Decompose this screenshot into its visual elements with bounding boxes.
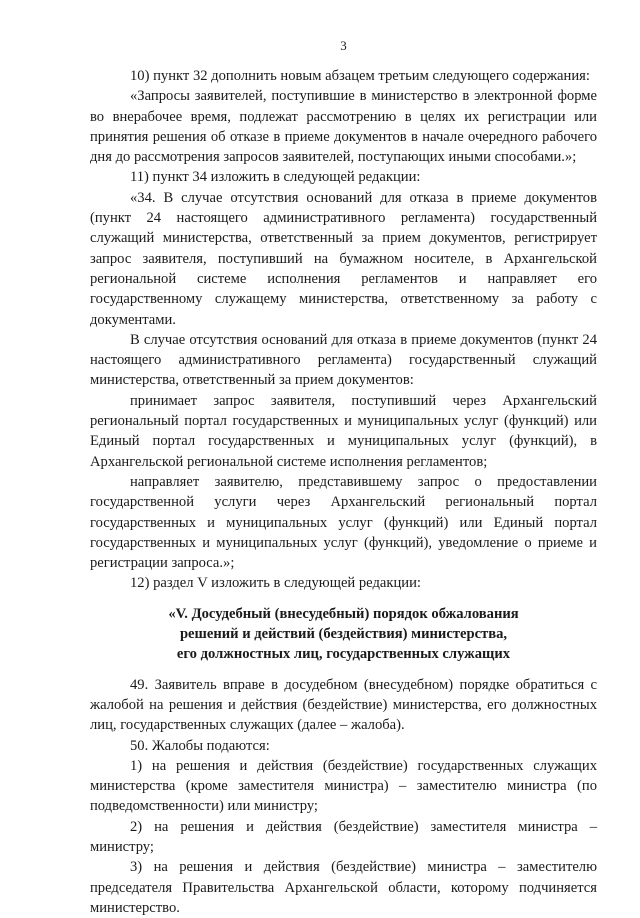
paragraph-subpoint-1: 1) на решения и действия (бездействие) государственных служащих министерства (кроме заместителя министра) – заместителю министра (по подведомственности) или министру; [90, 757, 597, 815]
paragraph-item-12: 12) раздел V изложить в следующей редакции: [130, 575, 421, 592]
document-body [90, 66, 597, 918]
section-heading [90, 604, 597, 665]
paragraph-sends-notice: направляет заявителю, представившему запрос о предоставлении государственной услуги через Архангельский региональный портал государственных и муниципальных услуг (функций) или Единый портал государственных и муниципальных услуг (функций), уведомление о приеме и регистрации запроса.»; [90, 473, 597, 572]
heading-line: «V. Досудебный (внесудебный) порядок обжалования [168, 605, 519, 622]
paragraph-quote-requests: «Запросы заявителей, поступившие в министерство в электронной форме во внерабочее время, подлежат рассмотрению в целях их регистрации или принятия решения об отказе в приеме документов в начале очередного рабочего дня до рассмотрения запросов заявителей, поступающих иными способами.»; [90, 88, 597, 166]
paragraph-no-grounds: В случае отсутствия оснований для отказа в приеме документов (пункт 24 настоящего административного регламента) государственный служащий министерства, ответственный за прием документов: [90, 331, 597, 389]
paragraph-point-49: 49. Заявитель вправе в досудебном (внесудебном) порядке обратиться с жалобой на решения и действия (бездействие) министерства, его должностных лиц, государственных служащих (далее – жалоба). [90, 676, 597, 734]
paragraph-item-11: 11) пункт 34 изложить в следующей редакции: [130, 169, 421, 186]
paragraph-point-34: «34. В случае отсутствия оснований для отказа в приеме документов (пункт 24 настоящего административного регламента) государственный служащий министерства, ответственный за прием документов, регистрирует запрос заявителя, поступивший на бумажном носителе, в Архангельской региональной системе исполнения регламентов и направляет его государственному служащему министерства, ответственному за работу с документами. [90, 189, 597, 328]
page-number: 3 [340, 38, 347, 53]
heading-line: его должностных лиц, государственных служащих [176, 646, 511, 663]
paragraph-accepts-request: принимает запрос заявителя, поступивший через Архангельский региональный портал государственных и муниципальных услуг (функций) или Единый портал государственных и муниципальных услуг (функций), в Архангельской региональной системе исполнения регламентов; [90, 392, 597, 470]
paragraph-point-50: 50. Жалобы подаются: [130, 737, 270, 754]
paragraph-subpoint-2: 2) на решения и действия (бездействие) заместителя министра – министру; [90, 818, 597, 855]
paragraph-subpoint-3: 3) на решения и действия (бездействие) министра – заместителю председателя Правительства Архангельской области, которому подчиняется министерство. [90, 859, 597, 916]
paragraph-item-10: 10) пункт 32 дополнить новым абзацем третьим следующего содержания: [130, 68, 590, 84]
heading-line: решений и действий (бездействия) министерства, [179, 626, 508, 643]
